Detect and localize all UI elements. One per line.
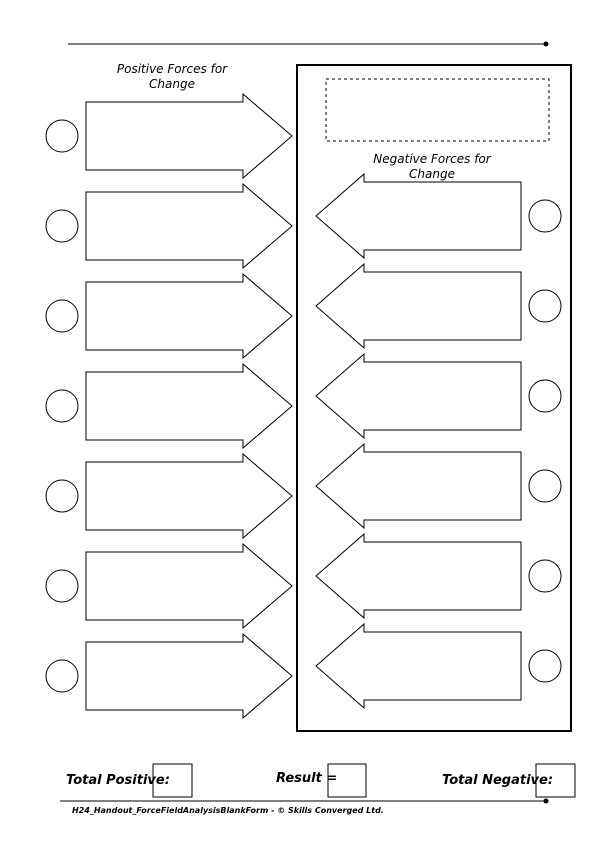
negative-score-circle[interactable]	[529, 650, 561, 682]
positive-forces-heading: Positive Forces for Change	[116, 62, 228, 91]
total-negative-label: Total Negative:	[442, 773, 554, 788]
positive-score-circle[interactable]	[46, 210, 78, 242]
negative-force-arrow[interactable]	[316, 264, 521, 348]
positive-force-arrow[interactable]	[86, 274, 292, 358]
bottom-rule-dot	[544, 799, 549, 804]
negative-force-arrow[interactable]	[316, 534, 521, 618]
positive-force-arrow[interactable]	[86, 364, 292, 448]
negative-score-circle[interactable]	[529, 290, 561, 322]
positive-force-arrow[interactable]	[86, 184, 292, 268]
negative-score-circle[interactable]	[529, 470, 561, 502]
positive-force-arrow[interactable]	[86, 454, 292, 538]
negative-force-arrow[interactable]	[316, 624, 521, 708]
negative-forces-heading: Negative Forces for Change	[373, 152, 491, 181]
result-label: Result =	[276, 771, 338, 786]
positive-score-circle[interactable]	[46, 120, 78, 152]
positive-force-arrow[interactable]	[86, 94, 292, 178]
positive-score-circle[interactable]	[46, 300, 78, 332]
negative-score-circle[interactable]	[529, 380, 561, 412]
negative-score-circle[interactable]	[529, 200, 561, 232]
positive-force-arrow[interactable]	[86, 544, 292, 628]
positive-score-circle[interactable]	[46, 480, 78, 512]
footer-text: H24_Handout_ForceFieldAnalysisBlankForm - © Skills Converged Ltd.	[72, 806, 384, 815]
negative-force-arrow[interactable]	[316, 444, 521, 528]
positive-force-arrow[interactable]	[86, 634, 292, 718]
negative-score-circle[interactable]	[529, 560, 561, 592]
total-positive-label: Total Positive:	[66, 773, 170, 788]
top-rule-dot	[544, 42, 549, 47]
negative-force-arrow[interactable]	[316, 354, 521, 438]
positive-score-circle[interactable]	[46, 390, 78, 422]
positive-score-circle[interactable]	[46, 660, 78, 692]
positive-score-circle[interactable]	[46, 570, 78, 602]
change-issue-box[interactable]	[326, 79, 549, 141]
negative-force-arrow[interactable]	[316, 174, 521, 258]
